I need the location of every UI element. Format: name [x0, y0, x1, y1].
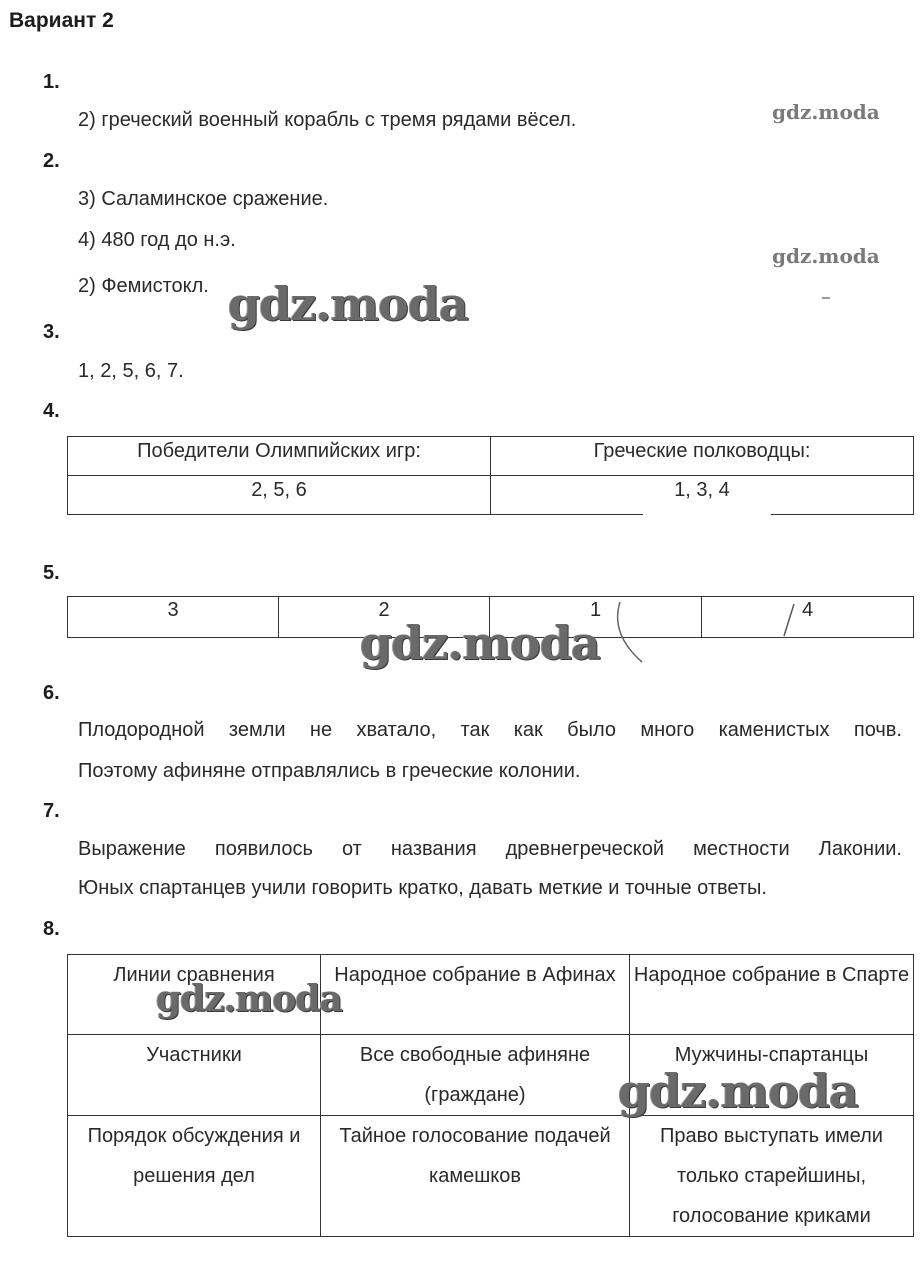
table-cell-olympic: 2, 5, 6 — [68, 476, 491, 515]
scan-arc-mark — [612, 598, 652, 668]
table-cell: Мужчины-спартанцы — [630, 1035, 914, 1116]
answer-7-line-1: Выражение появилось от названия древнегреческой местности Лаконии. — [78, 838, 902, 860]
watermark: gdz.moda — [228, 277, 468, 331]
table-header-olympic: Победители Олимпийских игр: — [68, 437, 491, 476]
table-cell: Народное собрание в Спарте — [630, 955, 914, 1035]
watermark: gdz.moda — [156, 978, 342, 1020]
question-number-1: 1. — [43, 71, 60, 93]
question-number-2: 2. — [43, 150, 60, 172]
watermark: gdz.moda — [772, 244, 880, 268]
answer-6-line-2: Поэтому афиняне отправлялись в греческие колонии. — [78, 760, 581, 782]
table-row — [68, 476, 914, 515]
page-title: Вариант 2 — [9, 9, 114, 32]
table-cell: Право выступать имели только старейшины, голосование криками — [630, 1116, 914, 1237]
table-cell: Участники — [68, 1035, 321, 1116]
answer-2-year: 4) 480 год до н.э. — [78, 229, 236, 251]
question-number-3: 3. — [43, 321, 60, 343]
question-number-4: 4. — [43, 400, 60, 422]
scan-slash-mark — [780, 600, 800, 640]
table-cell: Линии сравнения — [68, 955, 321, 1035]
question-number-6: 6. — [43, 682, 60, 704]
table-cell: Все свободные афиняне (граждане) — [321, 1035, 630, 1116]
watermark: gdz.moda — [360, 616, 600, 670]
answer-3: 1, 2, 5, 6, 7. — [78, 360, 184, 382]
question-number-5: 5. — [43, 562, 60, 584]
table-cell: 2 — [279, 597, 490, 638]
answer-1: 2) греческий военный корабль с тремя рядами вёсел. — [78, 109, 577, 131]
table-row — [68, 437, 914, 476]
table-cell: 4 — [702, 597, 914, 638]
table-cell: Народное собрание в Афинах — [321, 955, 630, 1035]
watermark: gdz.moda — [772, 100, 880, 124]
answer-2-commander: 2) Фемистокл. — [78, 275, 209, 297]
table-cell-commanders: 1, 3, 4 — [491, 476, 914, 515]
answer-7-line-2: Юных спартанцев учили говорить кратко, давать меткие и точные ответы. — [78, 877, 767, 899]
scan-dot — [822, 297, 830, 299]
answer-6-line-1: Плодородной земли не хватало, так как было много каменистых почв. — [78, 719, 902, 741]
table-cell: 3 — [68, 597, 279, 638]
table-q4 — [67, 436, 914, 515]
answer-2-battle: 3) Саламинское сражение. — [78, 188, 329, 210]
table-row — [68, 1116, 914, 1237]
table-cell: 1 — [490, 597, 702, 638]
watermark: gdz.moda — [618, 1064, 858, 1118]
question-number-7: 7. — [43, 800, 60, 822]
scan-gap — [643, 512, 771, 522]
table-header-commanders: Греческие полководцы: — [491, 437, 914, 476]
table-cell: Порядок обсуждения и решения дел — [68, 1116, 321, 1237]
question-number-8: 8. — [43, 918, 60, 940]
table-cell: Тайное голосование подачей камешков — [321, 1116, 630, 1237]
